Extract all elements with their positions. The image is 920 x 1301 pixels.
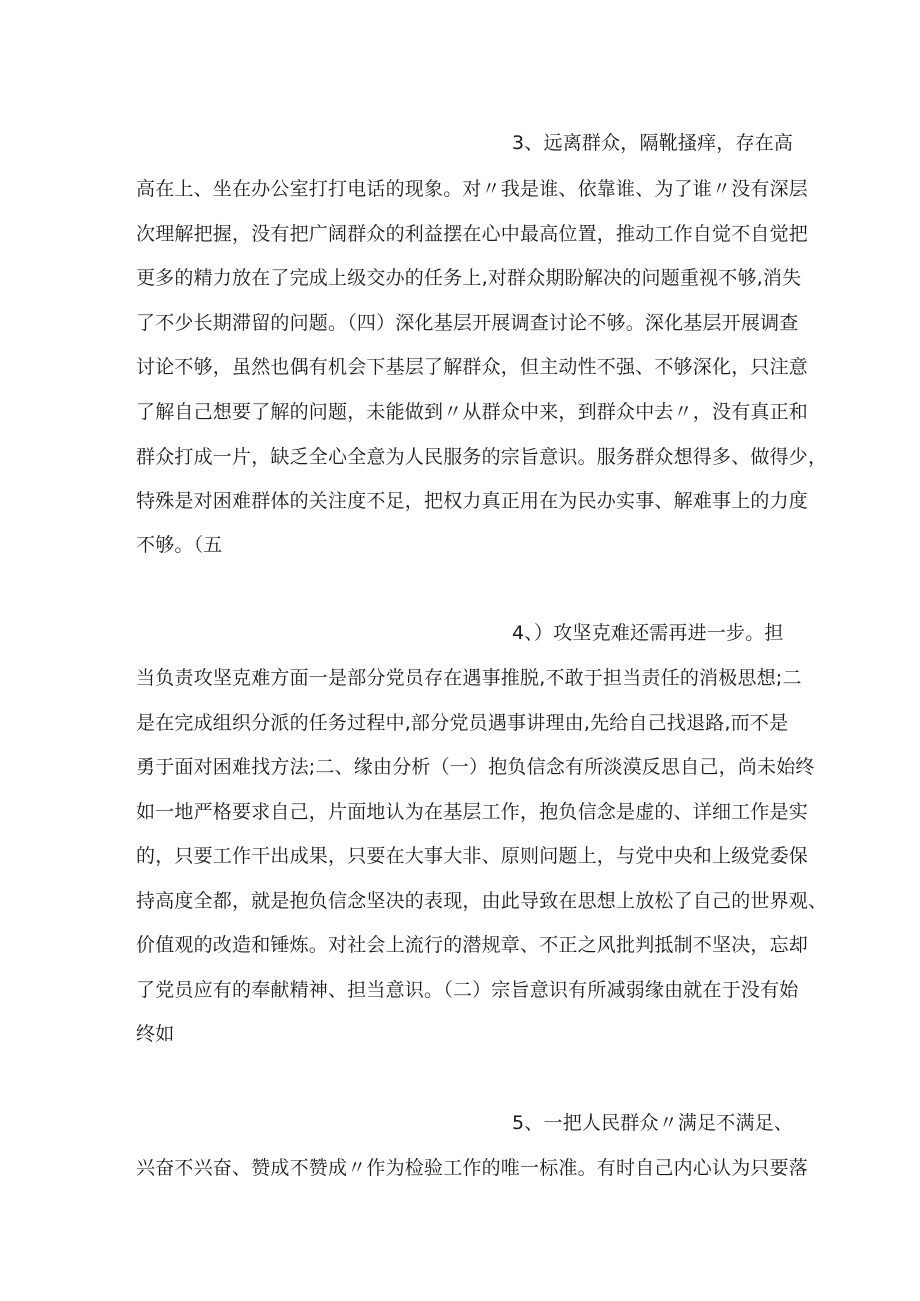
paragraph-5-heading: 5、一把人民群众〃满足不满足、 (512, 1112, 794, 1134)
paragraph-4-heading: 4、）攻坚克难还需再进一步。担 (512, 622, 784, 644)
text-line: 更多的精力放在了完成上级交办的任务上,对群众期盼解决的问题重视不够,消失 (136, 267, 802, 289)
text-line: 终如 (136, 1023, 175, 1045)
text-line: 是在完成组织分派的任务过程中,部分党员遇事讲理由,先给自己找退路,而不是 (136, 712, 789, 734)
paragraph-3-heading: 3、远离群众，隔靴搔痒，存在高 (512, 132, 794, 154)
text-line: 讨论不够，虽然也偶有机会下基层了解群众，但主动性不强、不够深化，只注意 (136, 356, 809, 378)
text-line: 特殊是对困难群体的关注度不足，把权力真正用在为民办实事、解难事上的力度 (136, 490, 809, 512)
text-line: 兴奋不兴奋、赞成不赞成〃作为检验工作的唯一标准。有时自己内心认为只要落 (136, 1157, 809, 1179)
text-line: 高在上、坐在办公室打打电话的现象。对〃我是谁、依靠谁、为了谁〃没有深层 (136, 178, 809, 200)
text-line: 了解自己想要了解的问题，未能做到〃从群众中来，到群众中去〃，没有真正和 (136, 401, 809, 423)
text-line: 群众打成一片，缺乏全心全意为人民服务的宗旨意识。服务群众想得多、做得少， (136, 446, 828, 468)
text-line: 勇于面对困难找方法;二、缘由分析（一）抱负信念有所淡漠反思自己，尚未始终 (136, 756, 815, 778)
text-line: 如一地严格要求自己，片面地认为在基层工作，抱负信念是虚的、详细工作是实 (136, 801, 809, 823)
text-line: 当负责攻坚克难方面一是部分党员存在遇事推脱,不敢于担当责任的消极思想;二 (136, 667, 802, 689)
text-line: 了不少长期滞留的问题。（四）深化基层开展调查讨论不够。深化基层开展调查 (136, 312, 799, 334)
text-line: 价值观的改造和锤炼。对社会上流行的潜规章、不正之风批判抵制不坚决，忘却 (136, 934, 809, 956)
text-line: 了党员应有的奉献精神、担当意识。（二）宗旨意识有所减弱缘由就在于没有始 (136, 979, 799, 1001)
text-line: 持高度全都，就是抱负信念坚决的表现，由此导致在思想上放松了自己的世界观、 (136, 890, 828, 912)
text-line: 次理解把握，没有把广阔群众的利益摆在心中最高位置，推动工作自觉不自觉把 (136, 223, 809, 245)
text-line: 的，只要工作干出成果，只要在大事大非、原则问题上，与党中央和上级党委保 (136, 845, 809, 867)
text-line: 不够。（五 (136, 534, 223, 556)
